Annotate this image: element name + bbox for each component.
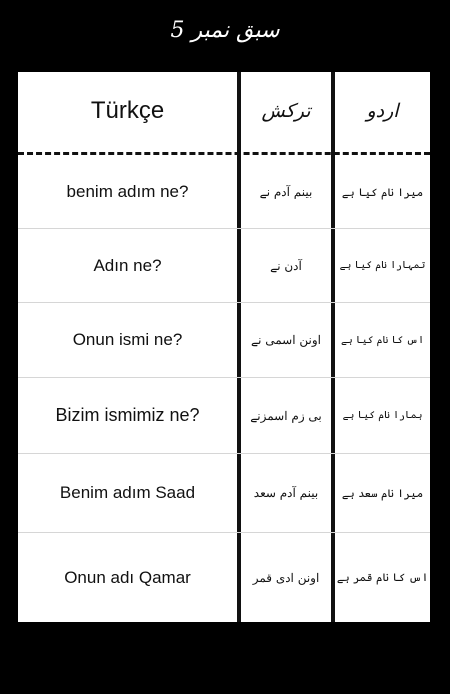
vocabulary-table: [18, 72, 430, 622]
row-6-urdu: اس کا نام قمر ہے: [336, 571, 429, 584]
row-3-turkish: Onun ismi ne?: [72, 330, 183, 349]
row-2-urdu: تمہارا نام کیا ہے: [339, 260, 426, 271]
row-5-transliteration: بینم آدم سعد: [253, 486, 319, 500]
header-divider: [18, 152, 430, 155]
row-6-transliteration: اونن ادی قمر: [252, 570, 320, 585]
row-5-urdu: میرا نام سعد ہے: [341, 486, 424, 500]
row-1-transliteration: بینم آدم نے: [259, 185, 313, 199]
row-4-urdu: ہمارا نام کیا ہے: [342, 410, 423, 421]
header-urdu: اردو: [366, 100, 399, 122]
row-6-turkish: Onun adı Qamar: [64, 567, 191, 587]
row-4-transliteration: بی زم اسمزنے: [250, 408, 322, 423]
row-3-transliteration: اونن اسمی نے: [251, 333, 321, 347]
row-5-turkish: Benim adım Saad: [59, 483, 196, 502]
row-1-urdu: میرا نام کیا ہے: [341, 185, 424, 199]
lesson-title: سبق نمبر 5: [170, 18, 280, 43]
row-3-urdu: اس کا نام کیا ہے: [340, 334, 425, 346]
row-4-turkish: Bizim ismimiz ne?: [55, 405, 200, 425]
row-2-turkish: Adın ne?: [93, 255, 162, 275]
row-2-transliteration: آدن نے: [270, 258, 302, 273]
row-1-turkish: benim adım ne?: [66, 182, 189, 201]
header-transliteration: ترکش: [261, 100, 311, 122]
header-turkish: Türkçe: [90, 97, 165, 124]
